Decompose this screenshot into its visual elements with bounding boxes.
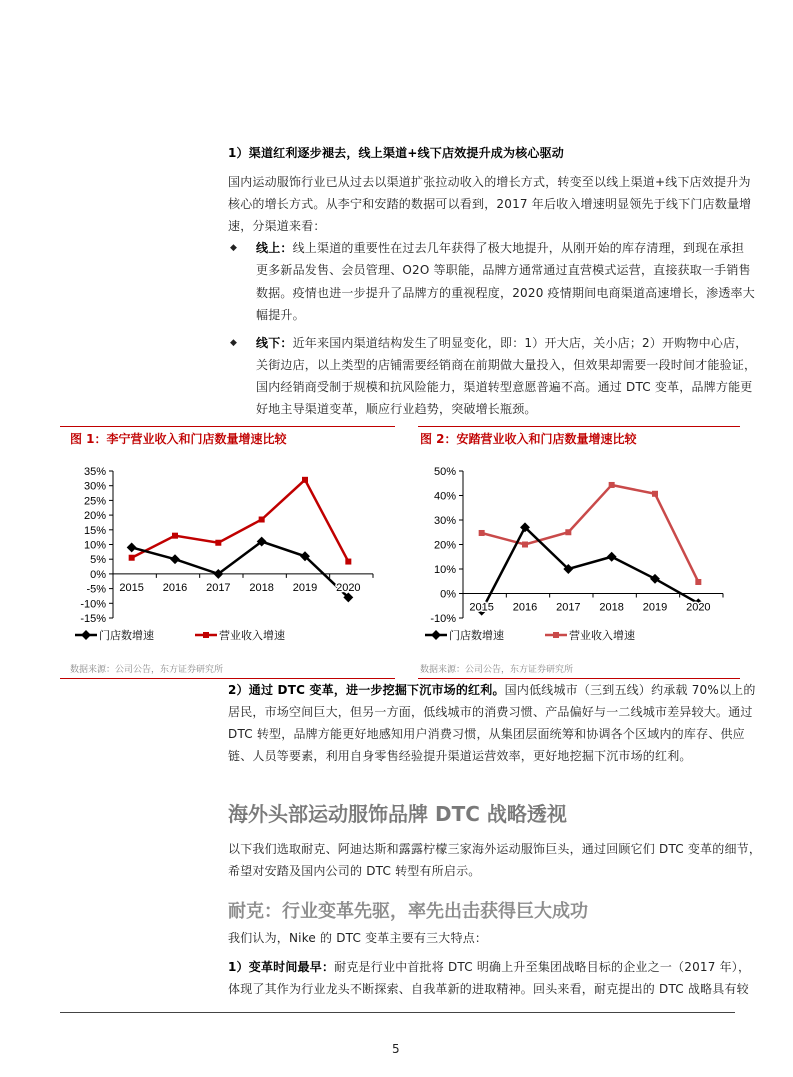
overseas-line: 希望对安踏及国内公司的 DTC 转型有所启示。 — [228, 864, 481, 878]
x-tick-label: 2020 — [336, 581, 361, 594]
data-point — [345, 559, 351, 565]
footer-rule — [60, 1012, 735, 1013]
x-tick-label: 2019 — [642, 601, 668, 614]
figure-2-title: 图 2：安踏营业收入和门店数量增速比较 — [420, 432, 637, 446]
y-tick-label: 20% — [433, 539, 456, 552]
dtc-line: 国内低线城市（三到五线）约承载 70%以上的 — [504, 683, 756, 697]
series-line-revenue — [482, 485, 699, 582]
figure-1-source: 数据来源：公司公告，东方证券研究所 — [70, 665, 224, 675]
dtc-line: 链、人员等要素，利用自身零售经验提升渠道运营效率，更好地挖掘下沉市场的红利。 — [228, 749, 692, 763]
figure-2-chart — [410, 445, 745, 655]
nike-intro: 我们认为，Nike 的 DTC 变革主要有三大特点： — [228, 931, 488, 945]
data-point — [215, 540, 221, 546]
data-point — [129, 555, 135, 561]
bullet-line: 线上渠道的重要性在过去几年获得了极大地提升，从刚开始的库存清理，到现在承担 — [292, 241, 745, 255]
figure-2-source: 数据来源：公司公告，东方证券研究所 — [420, 665, 574, 675]
bullet-line: 数据。疫情也进一步提升了品牌方的重视程度，2020 疫情期间电商渠道高速增长，渗透率大 — [256, 286, 755, 300]
bullet-line: 更多新品发售、会员管理、O2O 等职能，品牌方通常通过直营模式运营，直接获取一手销售 — [256, 263, 751, 277]
data-point — [652, 491, 658, 497]
x-tick-label: 2017 — [206, 581, 231, 594]
y-tick-label: 15% — [83, 524, 106, 537]
y-tick-label: 10% — [433, 564, 456, 576]
figure-top-rule — [418, 426, 740, 427]
y-tick-label: 35% — [83, 466, 106, 478]
legend-marker — [81, 630, 91, 640]
data-point — [259, 517, 265, 523]
section-heading-channel: 1）渠道红利逐步褪去，线上渠道+线下店效提升成为核心驱动 — [228, 146, 565, 160]
y-tick-label: 50% — [433, 466, 456, 478]
x-tick-label: 2015 — [469, 601, 494, 614]
x-tick-label: 2020 — [686, 601, 711, 614]
y-tick-label: -15% — [80, 613, 106, 625]
legend-marker — [203, 632, 209, 638]
figure-1-title: 图 1：李宁营业收入和门店数量增速比较 — [70, 432, 287, 446]
figure-bottom-rule — [60, 678, 395, 679]
x-tick-label: 2018 — [249, 581, 274, 594]
y-tick-label: 20% — [83, 510, 106, 523]
legend-label: 营业收入增速 — [219, 630, 285, 642]
intro-line: 速，分渠道来看： — [228, 219, 326, 233]
data-point — [609, 482, 615, 488]
legend-label: 门店数增速 — [99, 630, 154, 642]
page-number: 5 — [392, 1042, 400, 1056]
series-line-revenue — [132, 480, 349, 562]
bullet-icon: ◆ — [230, 338, 237, 348]
y-tick-label: 40% — [433, 490, 456, 503]
data-point — [607, 552, 617, 562]
y-tick-label: 25% — [83, 495, 106, 508]
bullet-icon: ◆ — [230, 243, 237, 253]
y-tick-label: -10% — [430, 613, 456, 625]
nike-point-line: 体现了其作为行业龙头不断探索、自我革新的进取精神。回头来看，耐克提出的 DTC 战略具有较 — [228, 982, 749, 996]
overseas-line: 以下我们选取耐克、阿迪达斯和露露柠檬三家海外运动服饰巨头，通过回顾它们 DTC 变革的细节， — [228, 842, 762, 856]
data-point — [650, 574, 660, 584]
data-point — [302, 477, 308, 483]
x-tick-label: 2017 — [556, 601, 581, 614]
data-point — [172, 533, 178, 539]
legend-label: 营业收入增速 — [569, 630, 635, 642]
y-tick-label: 0% — [90, 568, 106, 581]
series-line-stores — [482, 527, 699, 610]
x-tick-label: 2019 — [292, 581, 318, 594]
nike-point-line: 耐克是行业中首批将 DTC 明确上升至集团战略目标的企业之一（2017 年）， — [334, 960, 751, 974]
data-point — [522, 542, 528, 548]
subsection-title-nike: 耐克：行业变革先驱，率先出击获得巨大成功 — [228, 901, 588, 922]
bullet-line: 好地主导渠道变革，顺应行业趋势，突破增长瓶颈。 — [256, 402, 537, 416]
y-tick-label: -5% — [86, 583, 106, 596]
data-point — [479, 530, 485, 536]
y-tick-label: 10% — [83, 539, 106, 552]
figure-top-rule — [60, 426, 395, 427]
section-title-overseas: 海外头部运动服饰品牌 DTC 战略透视 — [228, 802, 567, 826]
data-point — [127, 542, 137, 552]
data-point — [565, 529, 571, 535]
y-tick-label: 30% — [433, 515, 456, 527]
bullet-label: 线上： — [256, 241, 293, 255]
bullet-line: 近年来国内渠道结构发生了明显变化，即：1）开大店，关小店；2）开购物中心店， — [292, 336, 748, 350]
x-tick-label: 2016 — [162, 581, 188, 594]
figure-1-chart — [60, 445, 395, 655]
intro-line: 核心的增长方式。从李宁和安踏的数据可以看到，2017 年后收入增速明显领先于线下门店数量增 — [228, 197, 752, 211]
dtc-line: 居民，市场空间巨大，但另一方面，低线城市的消费习惯、产品偏好与一二线城市差异较大。通过 — [228, 705, 753, 719]
bullet-line: 国内经销商受制于规模和抗风险能力，渠道转型意愿普遍不高。通过 DTC 变革，品牌方能更 — [256, 380, 753, 394]
data-point — [170, 554, 180, 564]
bullet-label: 线下： — [256, 336, 293, 350]
dtc-line: DTC 转型，品牌方能更好地感知用户消费习惯，从集团层面统筹和协调各个区域内的库存、供应 — [228, 727, 745, 741]
intro-line: 国内运动服饰行业已从过去以渠道扩张拉动收入的增长方式，转变至以线上渠道+线下店效提升为 — [228, 175, 751, 189]
bullet-line: 关街边店，以上类型的店铺需要经销商在前期做大量投入，但效果却需要一段时间才能验证， — [256, 358, 757, 372]
figure-bottom-rule — [418, 678, 740, 679]
x-tick-label: 2018 — [599, 601, 624, 614]
legend-marker — [431, 630, 441, 640]
y-tick-label: 0% — [440, 588, 456, 601]
bullet-line: 幅提升。 — [256, 308, 305, 322]
x-tick-label: 2016 — [512, 601, 538, 614]
data-point — [695, 579, 701, 585]
dtc-lead: 2）通过 DTC 变革，进一步挖掘下沉市场的红利。 — [228, 683, 505, 697]
legend-marker — [553, 632, 559, 638]
nike-point-lead: 1）变革时间最早： — [228, 960, 335, 974]
legend-label: 门店数增速 — [449, 630, 504, 642]
y-tick-label: 5% — [90, 554, 106, 567]
y-tick-label: 30% — [83, 480, 106, 493]
x-tick-label: 2015 — [119, 581, 144, 594]
y-tick-label: -10% — [80, 598, 106, 611]
